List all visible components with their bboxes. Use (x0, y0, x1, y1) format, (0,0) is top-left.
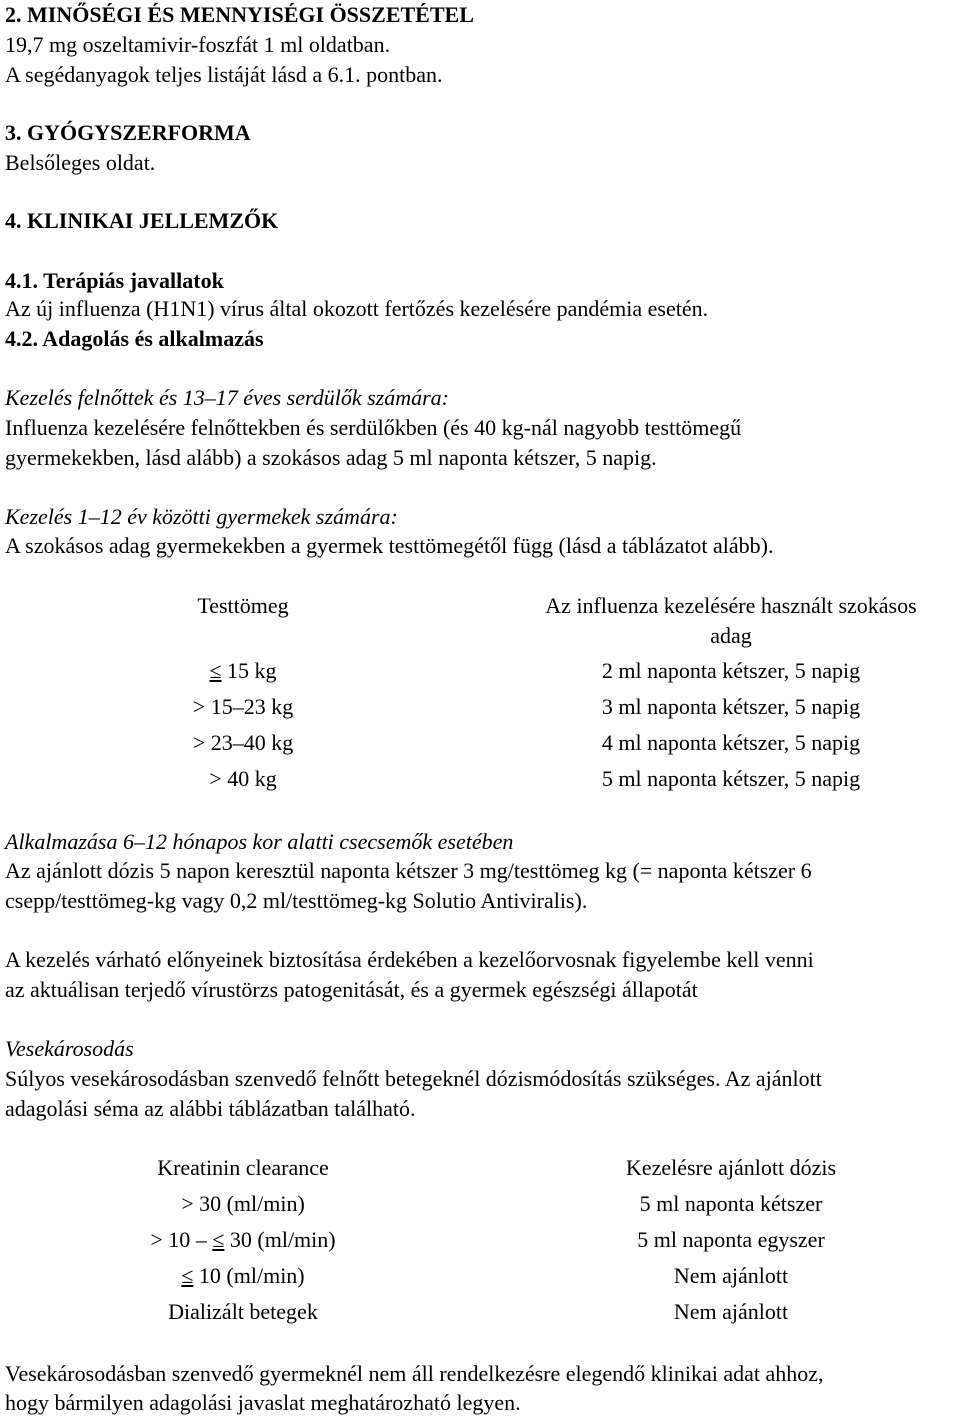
pediatric-renal-line-1: Vesekárosodásban szenvedő gyermeknél nem áll rendelkezésre elegendő klinikai adat ahhoz, (5, 1361, 824, 1386)
benefit-line-2: az aktuálisan terjedő vírustörzs patogenitását, és a gyermek egészségi állapotát (5, 977, 698, 1002)
table-header-dose-line-1: Az influenza kezelésére használt szokásos (545, 593, 917, 618)
table-row-weight: > 40 kg (209, 766, 277, 791)
renal-row-clearance: > 30 (ml/min) (181, 1191, 305, 1216)
infant-line-2: csepp/testtömeg-kg vagy 0,2 ml/testtömeg-kg Solutio Antiviralis). (5, 888, 588, 913)
child-heading: Kezelés 1–12 év közötti gyermekek számára: (5, 504, 398, 529)
renal-row-clearance: ≤ 10 (ml/min) (181, 1263, 305, 1288)
table-row-dose: 4 ml naponta kétszer, 5 napig (601, 730, 861, 755)
renal-row-clearance: > 10 – ≤ 30 (ml/min) (150, 1227, 336, 1252)
renal-row-dose: 5 ml naponta kétszer (639, 1191, 823, 1216)
indication-text: Az új influenza (H1N1) vírus által okozott fertőzés kezelésére pandémia esetén. (5, 296, 709, 321)
composition-line: 19,7 mg oszeltamivir-foszfát 1 ml oldatban. (5, 32, 391, 57)
form-line: Belsőleges oldat. (5, 150, 156, 175)
renal-header-dose: Kezelésre ajánlott dózis (625, 1155, 837, 1180)
table-row-weight: ≤ 15 kg (209, 658, 277, 683)
renal-header-clearance: Kreatinin clearance (157, 1155, 329, 1180)
infant-line-1: Az ajánlott dózis 5 napon keresztül naponta kétszer 3 mg/testtömeg kg (= naponta kétszer 6 (5, 858, 812, 883)
table-row-dose: 5 ml naponta kétszer, 5 napig (601, 766, 861, 791)
adult-line-1: Influenza kezelésére felnőttekben és serdülőkben (és 40 kg-nál nagyobb testtömegű (5, 415, 742, 440)
adult-heading: Kezelés felnőttek és 13–17 éves serdülők számára: (5, 385, 449, 410)
benefit-line-1: A kezelés várható előnyeinek biztosítása érdekében a kezelőorvosnak figyelembe kell venni (5, 947, 814, 972)
section-2-heading: 2. MINŐSÉGI ÉS MENNYISÉGI ÖSSZETÉTEL (5, 2, 474, 27)
pediatric-renal-line-2: hogy bármilyen adagolási javaslat meghatározható legyen. (5, 1390, 521, 1415)
renal-line-2: adagolási séma az alábbi táblázatban található. (5, 1096, 416, 1121)
renal-row-dose: Nem ajánlott (673, 1299, 789, 1324)
section-3-heading: 3. GYÓGYSZERFORMA (5, 120, 251, 145)
child-line-1: A szokásos adag gyermekekben a gyermek testtömegétől függ (lásd a táblázatot alább). (5, 533, 774, 558)
adult-line-2: gyermekekben, lásd alább) a szokásos adag 5 ml naponta kétszer, 5 napig. (5, 445, 657, 470)
table-header-weight: Testtömeg (197, 593, 289, 618)
section-4-1-heading: 4.1. Terápiás javallatok (5, 268, 224, 293)
excipients-line: A segédanyagok teljes listáját lásd a 6.1. pontban. (5, 62, 443, 87)
section-4-heading: 4. KLINIKAI JELLEMZŐK (5, 208, 279, 233)
table-row-weight: > 15–23 kg (192, 694, 294, 719)
renal-row-dose: Nem ajánlott (673, 1263, 789, 1288)
table-row-dose: 3 ml naponta kétszer, 5 napig (601, 694, 861, 719)
renal-row-dose: 5 ml naponta egyszer (637, 1227, 825, 1252)
renal-row-clearance: Dializált betegek (168, 1299, 318, 1324)
table-header-dose-line-2: adag (710, 623, 752, 648)
section-4-2-heading: 4.2. Adagolás és alkalmazás (5, 326, 264, 351)
table-row-weight: > 23–40 kg (192, 730, 294, 755)
table-row-dose: 2 ml naponta kétszer, 5 napig (601, 658, 861, 683)
renal-line-1: Súlyos vesekárosodásban szenvedő felnőtt betegeknél dózismódosítás szükséges. Az ajánlott (5, 1066, 822, 1091)
renal-heading: Vesekárosodás (5, 1036, 134, 1061)
infant-heading: Alkalmazása 6–12 hónapos kor alatti csecsemők esetében (5, 829, 514, 854)
